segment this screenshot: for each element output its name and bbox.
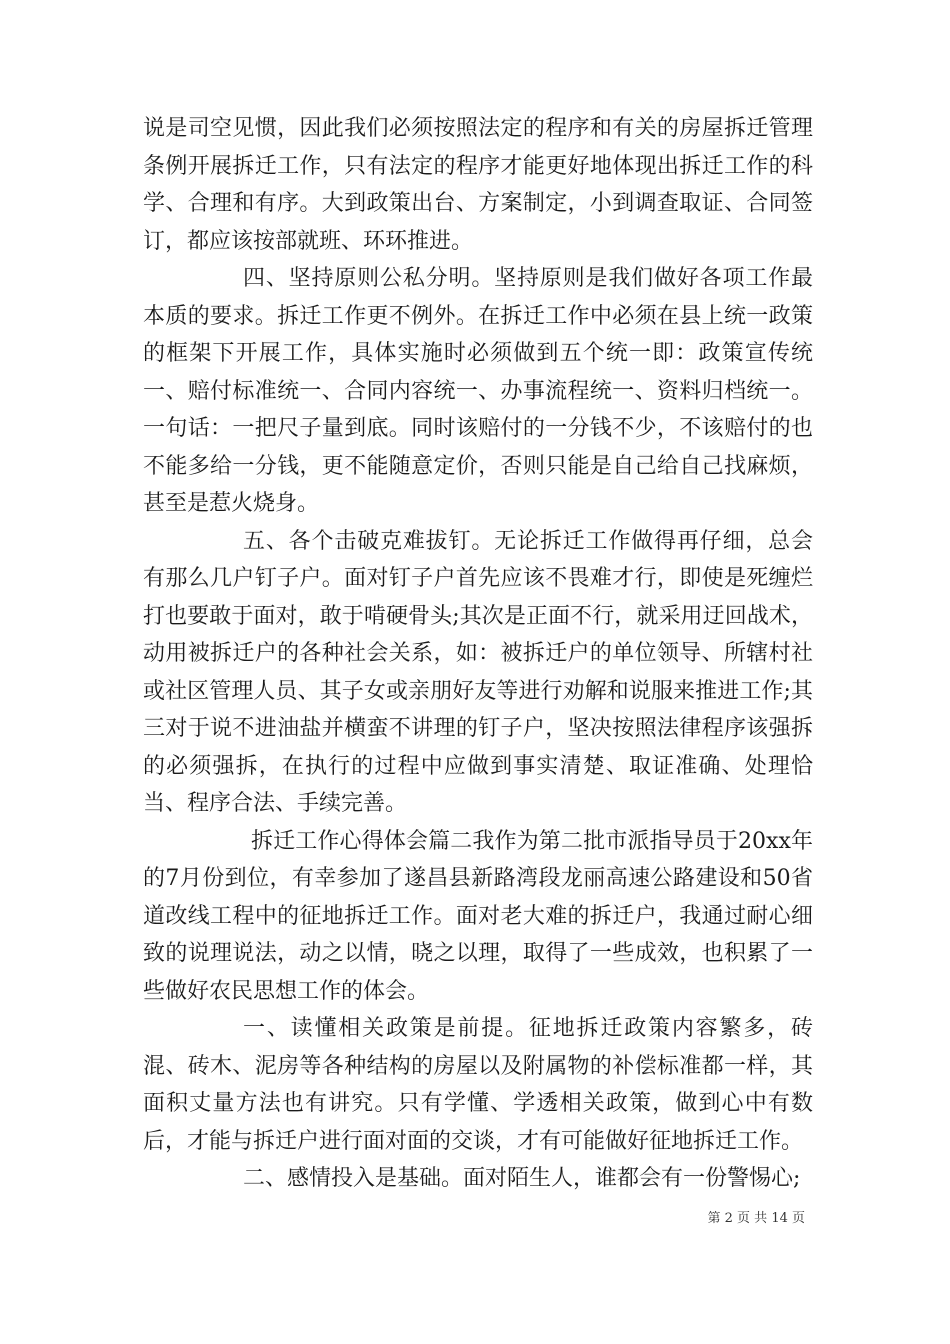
page-number-footer: 第 2 页 共 14 页 [707, 1211, 805, 1226]
paragraph-3: 五、各个击破克难拔钉。无论拆迁工作做得再仔细，总会有那么几户钉子户。面对钉子户首先应该不畏难才行，即使是死缠烂打也要敢于面对，敢于啃硬骨头;其次是正面不行，就采用迂回战术，动用被拆迁户的各种社会关系，如：被拆迁户的单位领导、所辖村社或社区管理人员、其子女或亲朋好友等进行劝解和说服来推进工作;其三对于说不进油盐并横蛮不讲理的钉子户，坚决按照法律程序该强拆的必须强拆，在执行的过程中应做到事实清楚、取证准确、处理恰当、程序合法、手续完善。 [143, 528, 813, 816]
paragraph-6: 二、感情投入是基础。面对陌生人，谁都会有一份警惕心; [243, 1166, 801, 1191]
paragraph-4: 拆迁工作心得体会篇二我作为第二批市派指导员于20xx年的7月份到位，有幸参加了遂昌县新路湾段龙丽高速公路建设和50省道改线工程中的征地拆迁工作。面对老大难的拆迁户，我通过耐心细致的说理说法，动之以情，晓之以理，取得了一些成效，也积累了一些做好农民思想工作的体会。 [143, 828, 813, 1004]
document-body [143, 110, 813, 1198]
paragraph-2: 四、坚持原则公私分明。坚持原则是我们做好各项工作最本质的要求。拆迁工作更不例外。在拆迁工作中必须在县上统一政策的框架下开展工作，具体实施时必须做到五个统一即：政策宣传统一、赔付标准统一、合同内容统一、办事流程统一、资料归档统一。一句话：一把尺子量到底。同时该赔付的一分钱不少，不该赔付的也不能多给一分钱，更不能随意定价，否则只能是自己给自己找麻烦，甚至是惹火烧身。 [143, 266, 813, 516]
paragraph-1: 说是司空见惯，因此我们必须按照法定的程序和有关的房屋拆迁管理条例开展拆迁工作，只有法定的程序才能更好地体现出拆迁工作的科学、合理和有序。大到政策出台、方案制定，小到调查取证、合同签订，都应该按部就班、环环推进。 [143, 116, 813, 254]
paragraph-5: 一、读懂相关政策是前提。征地拆迁政策内容繁多，砖混、砖木、泥房等各种结构的房屋以及附属物的补偿标准都一样，其面积丈量方法也有讲究。只有学懂、学透相关政策，做到心中有数后，才能与拆迁户进行面对面的交谈，才有可能做好征地拆迁工作。 [143, 1016, 813, 1154]
